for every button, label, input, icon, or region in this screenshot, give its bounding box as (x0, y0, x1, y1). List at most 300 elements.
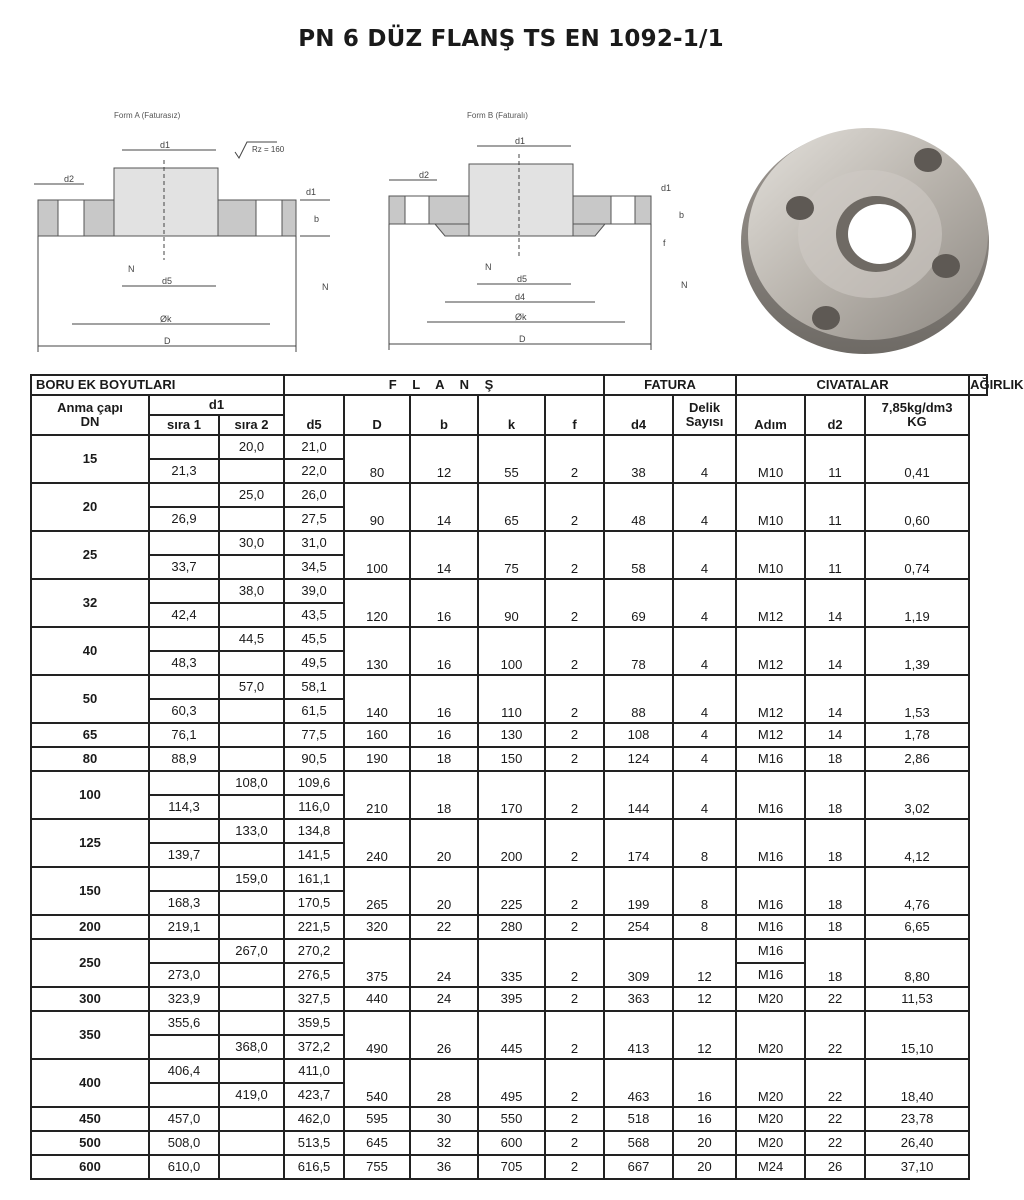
cell-k: 335 (478, 939, 545, 987)
cell-adim: M16 (736, 915, 805, 939)
cell-delik: 4 (673, 627, 736, 675)
cell-d2: 26 (805, 1155, 865, 1179)
cell-D: 140 (344, 675, 410, 723)
cell-d5: 221,5 (284, 915, 344, 939)
cell-f: 2 (545, 747, 604, 771)
cell-kg: 2,86 (865, 747, 969, 771)
cell-b: 28 (410, 1059, 478, 1107)
cell-delik: 12 (673, 939, 736, 987)
cell-f: 2 (545, 627, 604, 675)
cell-sira2: 159,0 (219, 867, 284, 891)
cell-D: 160 (344, 723, 410, 747)
cell-sira2 (219, 651, 284, 675)
cell-sira2: 419,0 (219, 1083, 284, 1107)
cell-dn: 50 (31, 675, 149, 723)
cell-D: 490 (344, 1011, 410, 1059)
cell-f: 2 (545, 1155, 604, 1179)
cell-dn: 20 (31, 483, 149, 531)
cell-b: 16 (410, 579, 478, 627)
cell-sira2 (219, 795, 284, 819)
cell-d5: 359,5 (284, 1011, 344, 1035)
cell-d4: 518 (604, 1107, 673, 1131)
cell-sira2: 20,0 (219, 435, 284, 459)
cell-f: 2 (545, 1059, 604, 1107)
cell-sira1: 610,0 (149, 1155, 219, 1179)
cell-sira2: 368,0 (219, 1035, 284, 1059)
cell-d2: 22 (805, 1131, 865, 1155)
cell-sira1: 76,1 (149, 723, 219, 747)
cell-d4: 174 (604, 819, 673, 867)
col-adim: Adım (736, 395, 805, 435)
cell-D: 265 (344, 867, 410, 915)
cell-D: 645 (344, 1131, 410, 1155)
cell-sira2 (219, 459, 284, 483)
cell-delik: 8 (673, 867, 736, 915)
cell-sira1 (149, 1035, 219, 1059)
cell-sira2 (219, 1107, 284, 1131)
cell-adim: M12 (736, 627, 805, 675)
cell-d5: 27,5 (284, 507, 344, 531)
table-row (31, 483, 987, 507)
cell-dn: 200 (31, 915, 149, 939)
cell-d4: 38 (604, 435, 673, 483)
cell-sira1 (149, 939, 219, 963)
cell-k: 225 (478, 867, 545, 915)
col-agirlik (865, 395, 969, 435)
cell-d4: 568 (604, 1131, 673, 1155)
col-anma-line1: Anma çapı (57, 400, 123, 415)
cell-d5: 21,0 (284, 435, 344, 459)
group-civatalar: CIVATALAR (736, 375, 969, 395)
dim-n-b-right: N (681, 280, 688, 290)
cell-f: 2 (545, 675, 604, 723)
cell-b: 24 (410, 987, 478, 1011)
cell-f: 2 (545, 1131, 604, 1155)
cell-sira1 (149, 483, 219, 507)
table-row (31, 939, 987, 963)
cell-delik: 4 (673, 531, 736, 579)
cell-kg: 11,53 (865, 987, 969, 1011)
cell-sira2 (219, 747, 284, 771)
cell-b: 14 (410, 483, 478, 531)
cell-sira1: 139,7 (149, 843, 219, 867)
cell-sira1: 273,0 (149, 963, 219, 987)
cell-d5: 26,0 (284, 483, 344, 507)
cell-d5: 49,5 (284, 651, 344, 675)
flange-spec-table (30, 374, 1024, 1180)
cell-sira2: 133,0 (219, 819, 284, 843)
cell-delik: 4 (673, 579, 736, 627)
dim-d5-b: d5 (517, 274, 528, 284)
cell-k: 600 (478, 1131, 545, 1155)
cell-dn: 400 (31, 1059, 149, 1107)
cell-delik: 4 (673, 723, 736, 747)
cell-D: 595 (344, 1107, 410, 1131)
cell-adim: M16 (736, 819, 805, 867)
dim-D: D (164, 336, 171, 346)
cell-sira2 (219, 987, 284, 1011)
cell-sira2 (219, 555, 284, 579)
cell-d4: 413 (604, 1011, 673, 1059)
cell-b: 32 (410, 1131, 478, 1155)
cell-f: 2 (545, 1011, 604, 1059)
cell-kg: 0,60 (865, 483, 969, 531)
cell-d4: 463 (604, 1059, 673, 1107)
cell-D: 755 (344, 1155, 410, 1179)
cell-b: 16 (410, 627, 478, 675)
col-sira2: sıra 2 (219, 415, 284, 435)
cell-kg: 26,40 (865, 1131, 969, 1155)
dim-d1: d1 (160, 140, 171, 150)
cell-sira2 (219, 603, 284, 627)
cell-adim: M12 (736, 723, 805, 747)
cell-adim: M24 (736, 1155, 805, 1179)
cell-sira1 (149, 531, 219, 555)
cell-adim: M16 (736, 747, 805, 771)
dim-k: Øk (160, 314, 172, 324)
cell-kg: 8,80 (865, 939, 969, 987)
table-row (31, 531, 987, 555)
cell-d5: 39,0 (284, 579, 344, 603)
cell-sira2: 108,0 (219, 771, 284, 795)
cell-d5: 372,2 (284, 1035, 344, 1059)
cell-kg: 1,19 (865, 579, 969, 627)
cell-kg: 15,10 (865, 1011, 969, 1059)
cell-d2: 22 (805, 1059, 865, 1107)
cell-b: 16 (410, 675, 478, 723)
cell-sira2: 267,0 (219, 939, 284, 963)
table-row (31, 1107, 987, 1131)
cell-b: 16 (410, 723, 478, 747)
cell-d5: 513,5 (284, 1131, 344, 1155)
cell-d5: 90,5 (284, 747, 344, 771)
cell-sira1: 508,0 (149, 1131, 219, 1155)
cell-b: 20 (410, 819, 478, 867)
dim-d2-b: d2 (419, 170, 430, 180)
cell-b: 18 (410, 747, 478, 771)
cell-b: 14 (410, 531, 478, 579)
cell-dn: 600 (31, 1155, 149, 1179)
cell-d4: 363 (604, 987, 673, 1011)
col-delik-line2: Sayısı (685, 414, 724, 429)
cell-d2: 14 (805, 723, 865, 747)
cell-d2: 14 (805, 627, 865, 675)
roughness-label: Rz = 160 (252, 145, 285, 154)
cell-adim: M20 (736, 1131, 805, 1155)
cell-delik: 4 (673, 435, 736, 483)
dim-d5: d5 (162, 276, 173, 286)
cell-k: 130 (478, 723, 545, 747)
col-delik (673, 395, 736, 435)
cell-f: 2 (545, 867, 604, 915)
cell-sira1 (149, 867, 219, 891)
cell-d5: 423,7 (284, 1083, 344, 1107)
cell-d4: 309 (604, 939, 673, 987)
dim-n-right: N (322, 282, 329, 292)
cell-d5: 616,5 (284, 1155, 344, 1179)
flange-photo (730, 110, 1000, 360)
dim-d4-b: d4 (515, 292, 526, 302)
cell-sira1 (149, 819, 219, 843)
table-row (31, 867, 987, 891)
cell-sira1 (149, 1083, 219, 1107)
cell-d4: 108 (604, 723, 673, 747)
col-anma-line2: DN (80, 414, 100, 429)
cell-delik: 4 (673, 771, 736, 819)
form-b-caption: Form B (Faturalı) (467, 111, 528, 120)
cell-d5: 61,5 (284, 699, 344, 723)
cell-b: 12 (410, 435, 478, 483)
cell-sira2 (219, 723, 284, 747)
cell-k: 280 (478, 915, 545, 939)
cell-sira1: 406,4 (149, 1059, 219, 1083)
table-row (31, 1131, 987, 1155)
table-row (31, 915, 987, 939)
cell-adim: M16 (736, 963, 805, 987)
cell-d5: 141,5 (284, 843, 344, 867)
cell-dn: 40 (31, 627, 149, 675)
cell-kg: 0,41 (865, 435, 969, 483)
cell-adim: M12 (736, 579, 805, 627)
cell-d5: 134,8 (284, 819, 344, 843)
cell-adim: M10 (736, 435, 805, 483)
cell-d2: 18 (805, 747, 865, 771)
cell-delik: 12 (673, 987, 736, 1011)
cell-k: 445 (478, 1011, 545, 1059)
cell-kg: 1,53 (865, 675, 969, 723)
col-D: D (344, 395, 410, 435)
dim-n: N (128, 264, 135, 274)
table-row (31, 435, 987, 459)
cell-D: 440 (344, 987, 410, 1011)
cell-d5: 270,2 (284, 939, 344, 963)
cell-kg: 1,78 (865, 723, 969, 747)
table-row (31, 1059, 987, 1083)
cell-D: 120 (344, 579, 410, 627)
cell-kg: 4,76 (865, 867, 969, 915)
page-title: PN 6 DÜZ FLANŞ TS EN 1092-1/1 (298, 26, 724, 52)
cell-f: 2 (545, 579, 604, 627)
cell-sira1: 323,9 (149, 987, 219, 1011)
cell-sira2: 30,0 (219, 531, 284, 555)
col-d5: d5 (284, 395, 344, 435)
cell-k: 170 (478, 771, 545, 819)
cell-dn: 15 (31, 435, 149, 483)
cell-sira2: 57,0 (219, 675, 284, 699)
cell-d4: 199 (604, 867, 673, 915)
cell-sira2: 25,0 (219, 483, 284, 507)
cell-dn: 250 (31, 939, 149, 987)
cell-d5: 276,5 (284, 963, 344, 987)
cell-dn: 300 (31, 987, 149, 1011)
cell-d5: 31,0 (284, 531, 344, 555)
cell-d5: 22,0 (284, 459, 344, 483)
table-row (31, 1011, 987, 1035)
cell-k: 55 (478, 435, 545, 483)
cell-d5: 170,5 (284, 891, 344, 915)
cell-sira1: 457,0 (149, 1107, 219, 1131)
cell-d4: 69 (604, 579, 673, 627)
cell-b: 18 (410, 771, 478, 819)
group-flans: F L A N Ş (284, 375, 604, 395)
cell-sira1 (149, 579, 219, 603)
cell-sira2 (219, 843, 284, 867)
cell-delik: 20 (673, 1131, 736, 1155)
cell-k: 90 (478, 579, 545, 627)
cell-sira1: 355,6 (149, 1011, 219, 1035)
col-d4: d4 (604, 395, 673, 435)
cell-kg: 4,12 (865, 819, 969, 867)
cell-dn: 100 (31, 771, 149, 819)
dim-n-b: N (485, 262, 492, 272)
cell-sira1: 42,4 (149, 603, 219, 627)
cell-d2: 22 (805, 987, 865, 1011)
cell-d2: 18 (805, 867, 865, 915)
cell-d5: 161,1 (284, 867, 344, 891)
table-row (31, 819, 987, 843)
cell-dn: 500 (31, 1131, 149, 1155)
cell-f: 2 (545, 723, 604, 747)
cell-sira2: 44,5 (219, 627, 284, 651)
cell-d5: 43,5 (284, 603, 344, 627)
cell-delik: 8 (673, 819, 736, 867)
form-a-drawing (30, 100, 350, 360)
col-agirlik-line2: KG (907, 414, 927, 429)
cell-b: 36 (410, 1155, 478, 1179)
cell-kg: 3,02 (865, 771, 969, 819)
cell-d2: 11 (805, 531, 865, 579)
cell-sira2 (219, 507, 284, 531)
cell-b: 26 (410, 1011, 478, 1059)
cell-kg: 0,74 (865, 531, 969, 579)
cell-f: 2 (545, 939, 604, 987)
dim-D-b: D (519, 334, 526, 344)
cell-dn: 125 (31, 819, 149, 867)
cell-D: 210 (344, 771, 410, 819)
dim-d1-b-right: d1 (661, 183, 672, 193)
cell-d5: 34,5 (284, 555, 344, 579)
group-boru: BORU EK BOYUTLARI (31, 375, 284, 395)
cell-sira1: 33,7 (149, 555, 219, 579)
form-a-caption: Form A (Faturasız) (114, 111, 181, 120)
cell-d5: 327,5 (284, 987, 344, 1011)
cell-sira1: 88,9 (149, 747, 219, 771)
cell-D: 190 (344, 747, 410, 771)
cell-f: 2 (545, 987, 604, 1011)
cell-f: 2 (545, 771, 604, 819)
col-d1: d1 (149, 395, 284, 415)
dim-f-b: f (663, 238, 666, 248)
cell-d2: 11 (805, 435, 865, 483)
cell-delik: 16 (673, 1107, 736, 1131)
cell-delik: 16 (673, 1059, 736, 1107)
dim-d1-b: d1 (515, 136, 526, 146)
dim-b: b (314, 214, 320, 224)
cell-d4: 254 (604, 915, 673, 939)
table-row (31, 987, 987, 1011)
cell-adim: M16 (736, 771, 805, 819)
cell-f: 2 (545, 915, 604, 939)
cell-sira2 (219, 1131, 284, 1155)
cell-sira1 (149, 435, 219, 459)
cell-kg: 37,10 (865, 1155, 969, 1179)
cell-k: 495 (478, 1059, 545, 1107)
cell-delik: 12 (673, 1011, 736, 1059)
cell-D: 80 (344, 435, 410, 483)
cell-sira2: 38,0 (219, 579, 284, 603)
cell-sira1: 60,3 (149, 699, 219, 723)
cell-sira2 (219, 1155, 284, 1179)
col-d2: d2 (805, 395, 865, 435)
dim-b-b: b (679, 210, 685, 220)
cell-kg: 23,78 (865, 1107, 969, 1131)
cell-d4: 667 (604, 1155, 673, 1179)
table-row (31, 723, 987, 747)
cell-D: 100 (344, 531, 410, 579)
cell-dn: 350 (31, 1011, 149, 1059)
cell-d5: 411,0 (284, 1059, 344, 1083)
col-delik-line1: Delik (689, 400, 721, 415)
cell-D: 90 (344, 483, 410, 531)
cell-dn: 150 (31, 867, 149, 915)
col-f: f (545, 395, 604, 435)
cell-kg: 18,40 (865, 1059, 969, 1107)
cell-D: 320 (344, 915, 410, 939)
cell-d5: 462,0 (284, 1107, 344, 1131)
cell-sira1: 219,1 (149, 915, 219, 939)
cell-k: 100 (478, 627, 545, 675)
cell-d4: 124 (604, 747, 673, 771)
cell-sira1: 114,3 (149, 795, 219, 819)
cell-d2: 14 (805, 579, 865, 627)
cell-adim: M16 (736, 939, 805, 963)
cell-k: 395 (478, 987, 545, 1011)
dim-k-b: Øk (515, 312, 527, 322)
cell-D: 540 (344, 1059, 410, 1107)
cell-delik: 8 (673, 915, 736, 939)
group-agirlik: AĞIRLIK (969, 375, 987, 395)
cell-f: 2 (545, 531, 604, 579)
cell-dn: 65 (31, 723, 149, 747)
cell-k: 110 (478, 675, 545, 723)
cell-sira1 (149, 627, 219, 651)
cell-f: 2 (545, 435, 604, 483)
cell-sira1 (149, 675, 219, 699)
cell-dn: 450 (31, 1107, 149, 1131)
cell-d4: 48 (604, 483, 673, 531)
header-row-groups (31, 375, 987, 395)
cell-D: 130 (344, 627, 410, 675)
table-row (31, 1155, 987, 1179)
cell-k: 705 (478, 1155, 545, 1179)
cell-d5: 58,1 (284, 675, 344, 699)
cell-delik: 20 (673, 1155, 736, 1179)
cell-d2: 22 (805, 1107, 865, 1131)
cell-b: 24 (410, 939, 478, 987)
table-body (31, 435, 987, 1179)
cell-kg: 6,65 (865, 915, 969, 939)
group-fatura: FATURA (604, 375, 736, 395)
cell-kg: 1,39 (865, 627, 969, 675)
cell-adim: M10 (736, 483, 805, 531)
cell-k: 550 (478, 1107, 545, 1131)
table-row (31, 747, 987, 771)
cell-d2: 11 (805, 483, 865, 531)
cell-d5: 77,5 (284, 723, 344, 747)
cell-d4: 58 (604, 531, 673, 579)
cell-d4: 88 (604, 675, 673, 723)
cell-f: 2 (545, 1107, 604, 1131)
